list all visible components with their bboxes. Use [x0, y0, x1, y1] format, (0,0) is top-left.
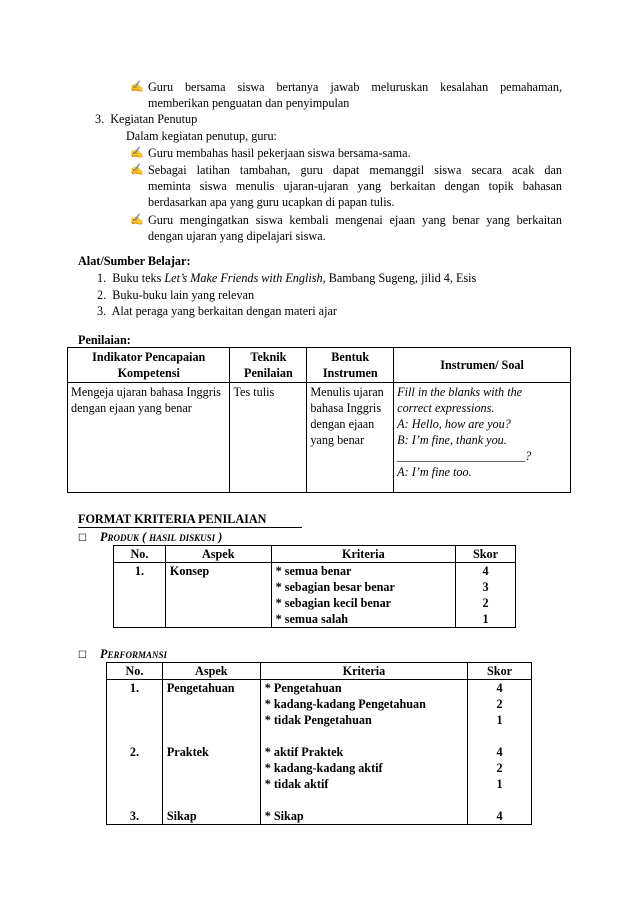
bullet-text-cont: dengan ujaran yang dipelajari siswa.	[148, 229, 326, 243]
cell-aspek	[162, 680, 260, 825]
kriteria-line: * kadang-kadang aktif	[264, 761, 383, 775]
no-line: 1.	[129, 681, 139, 695]
soal-line: _____________________?	[397, 449, 532, 463]
kriteria-line: * tidak Pengetahuan	[264, 713, 372, 727]
skor-line: 2	[496, 697, 503, 711]
produk-label-text: Produk ( hasil diskusi )	[100, 530, 223, 544]
kriteria-line: * Pengetahuan	[264, 681, 342, 695]
bullet-item	[130, 212, 562, 244]
soal-line: A: Hello, how are you?	[397, 417, 511, 431]
cell-bentuk: Menulis ujaran bahasa Inggris dengan ejaan yang benar	[307, 383, 394, 493]
cell-no: 1.	[114, 563, 166, 628]
bullet-item	[130, 145, 562, 161]
bullet-item	[130, 79, 562, 111]
header-aspek: Aspek	[162, 663, 260, 680]
cell-indikator: Mengeja ujaran bahasa Inggris dengan ejaan yang benar	[68, 383, 230, 493]
cell-no	[107, 680, 163, 825]
kriteria-line: * tidak aktif	[264, 777, 329, 791]
soal-line: A: I’m fine too.	[397, 465, 472, 479]
table-row	[114, 563, 516, 628]
list-italic: Let’s Make Friends with English	[164, 271, 323, 285]
soal-line: Fill in the blanks with the	[397, 385, 523, 399]
header-kriteria: Kriteria	[271, 546, 455, 563]
table-header-row	[114, 546, 516, 563]
skor-line: 4	[482, 564, 489, 578]
list-num: 1.	[97, 271, 107, 285]
header-instrumen: Instrumen/ Soal	[394, 348, 571, 383]
format-heading-text: FORMAT KRITERIA PENILAIAN	[78, 512, 267, 526]
kriteria-line: * kadang-kadang Pengetahuan	[264, 697, 426, 711]
list-item	[97, 303, 337, 319]
skor-line: 4	[496, 681, 503, 695]
alat-heading	[78, 253, 191, 269]
hand-pointer-icon: ✍	[130, 164, 144, 176]
skor-line: 4	[496, 745, 503, 759]
format-heading	[78, 512, 302, 528]
table-header-row	[107, 663, 532, 680]
bullet-text-cont: meminta siswa menulis ujaran-ujaran yang berkaitan dengan topik bahasan	[148, 179, 562, 193]
bullet-text-cont: memberikan penguatan dan penyimpulan	[148, 96, 350, 110]
alat-heading-text: Alat/Sumber Belajar:	[78, 254, 191, 268]
penutup-heading	[95, 111, 197, 127]
hand-pointer-icon: ✍	[130, 214, 144, 226]
penilaian-heading-text: Penilaian:	[78, 333, 131, 347]
aspek-line: Pengetahuan	[166, 681, 235, 695]
penutup-title: Kegiatan Penutup	[110, 112, 198, 126]
skor-line: 4	[496, 809, 503, 823]
cell-teknik: Tes tulis	[230, 383, 307, 493]
hand-pointer-icon: ✍	[130, 81, 144, 93]
cell-skor	[456, 563, 516, 628]
header-no: No.	[114, 546, 166, 563]
produk-table	[113, 545, 516, 628]
skor-line: 1	[482, 612, 489, 626]
list-text-post: , Bambang Sugeng, jilid 4, Esis	[322, 271, 477, 285]
header-kriteria: Kriteria	[260, 663, 467, 680]
cell-aspek: Konsep	[165, 563, 271, 628]
checkbox-icon: ☐	[78, 533, 87, 544]
no-line: 3.	[129, 809, 139, 823]
list-item	[97, 270, 476, 286]
list-num: 2.	[97, 288, 107, 302]
header-skor: Skor	[456, 546, 516, 563]
skor-line: 2	[482, 596, 489, 610]
soal-line: B: I’m fine, thank you.	[397, 433, 507, 447]
bullet-item	[130, 162, 562, 210]
kriteria-line: * semua benar	[275, 564, 352, 578]
skor-line: 2	[496, 761, 503, 775]
list-text: Alat peraga yang berkaitan dengan materi ajar	[111, 304, 337, 318]
checkbox-icon: ☐	[78, 650, 87, 661]
kriteria-line: * Sikap	[264, 809, 304, 823]
soal-line: correct expressions.	[397, 401, 495, 415]
header-indikator: Indikator Pencapaian Kompetensi	[68, 348, 230, 383]
skor-line: 1	[496, 713, 503, 727]
cell-soal	[394, 383, 571, 493]
penutup-intro: Dalam kegiatan penutup, guru:	[126, 129, 277, 143]
table-row	[68, 383, 571, 493]
header-bentuk: Bentuk Instrumen	[307, 348, 394, 383]
header-aspek: Aspek	[165, 546, 271, 563]
table-header-row	[68, 348, 571, 383]
header-no: No.	[107, 663, 163, 680]
bullet-text: Guru membahas hasil pekerjaan siswa bersama-sama.	[148, 146, 411, 160]
bullet-text: Guru bersama siswa bertanya jawab meluruskan kesalahan pemahaman,	[148, 80, 562, 94]
kriteria-line: * sebagian kecil benar	[275, 596, 392, 610]
skor-line: 3	[482, 580, 489, 594]
hand-pointer-icon: ✍	[130, 147, 144, 159]
bullet-text-cont: berdasarkan apa yang guru ucapkan di papan tulis.	[148, 195, 395, 209]
list-text: Buku-buku lain yang relevan	[112, 288, 255, 302]
no-line: 2.	[129, 745, 139, 759]
header-teknik: Teknik Penilaian	[230, 348, 307, 383]
cell-skor	[468, 680, 532, 825]
kriteria-line: * aktif Praktek	[264, 745, 344, 759]
bullet-text: Sebagai latihan tambahan, guru dapat memanggil siswa secara acak dan	[148, 163, 562, 177]
list-num: 3.	[97, 304, 107, 318]
header-skor: Skor	[468, 663, 532, 680]
penilaian-heading	[78, 332, 131, 348]
performansi-table	[106, 662, 532, 825]
cell-kriteria	[271, 563, 455, 628]
performansi-label-text: Performansi	[100, 647, 167, 661]
list-item	[97, 287, 254, 303]
penutup-number: 3.	[95, 112, 105, 126]
skor-line: 1	[496, 777, 503, 791]
cell-kriteria	[260, 680, 467, 825]
kriteria-line: * sebagian besar benar	[275, 580, 395, 594]
aspek-line: Sikap	[166, 809, 197, 823]
bullet-text: Guru mengingatkan siswa kembali mengenai ejaan yang benar yang berkaitan	[148, 213, 562, 227]
kriteria-line: * semua salah	[275, 612, 349, 626]
penilaian-table	[67, 347, 571, 493]
aspek-line: Praktek	[166, 745, 209, 759]
list-text: Buku teks	[112, 271, 165, 285]
table-row	[107, 680, 532, 825]
